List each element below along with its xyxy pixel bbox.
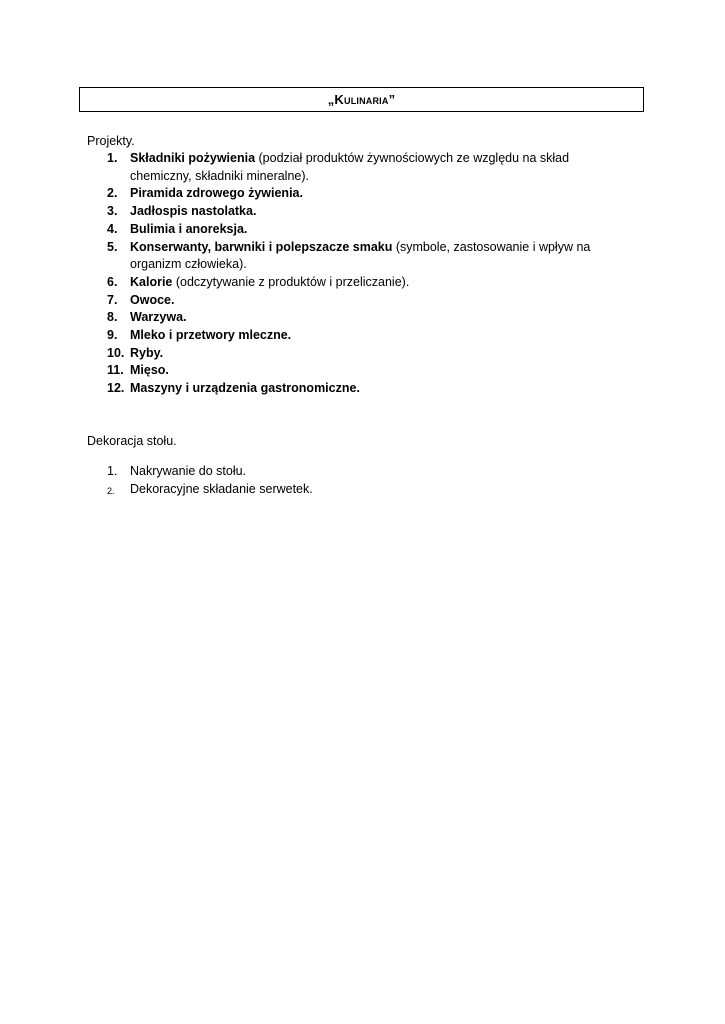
list-item-bold: Piramida zdrowego żywienia. [130,186,303,201]
list-item [87,239,647,274]
list-item-number: 7. [107,292,118,307]
list-item-bold: Ryby. [130,345,164,360]
list-item-bold: Bulimia i anoreksja. [130,221,248,236]
projects-label: Projekty. [87,134,135,148]
list-item-text: (odczytywanie z produktów i przeliczanie). [172,274,410,289]
list-item-bold: Warzywa. [130,310,187,325]
list-item [87,380,647,398]
list-item [87,327,647,345]
list-item-bold: Kalorie [130,274,173,289]
list-item-bold: Jadłospis nastolatka. [130,204,257,219]
list-item-bold: Mleko i przetwory mleczne. [130,328,292,343]
list-item-number: 5. [107,239,118,254]
list-item-number: 9. [107,328,118,343]
list-item [87,221,647,239]
list-item [87,362,647,380]
list-item-number: 12. [107,381,125,396]
list-item [87,309,647,327]
list-item-text: Dekoracyjne składanie serwetek. [130,481,313,496]
list-item [87,463,647,481]
list-item [87,150,647,185]
list-item-continuation: chemiczny, składniki mineralne). [130,168,309,183]
decoration-label: Dekoracja stołu. [87,434,177,448]
list-item-number: 4. [107,221,118,236]
list-item-text: Nakrywanie do stołu. [130,464,247,478]
list-item-number: 1. [107,151,118,165]
list-item-bold: Owoce. [130,292,175,307]
list-item-number: 1. [107,464,118,478]
list-item [87,185,647,203]
projects-list [87,150,647,398]
decoration-list [87,463,647,498]
list-item-text: (symbole, zastosowanie i wpływ na [392,239,591,254]
list-item-continuation: organizm człowieka). [130,257,247,272]
list-item-number: 2. [107,186,118,201]
list-item [87,481,647,499]
list-item [87,345,647,363]
list-item-number: 3. [107,204,118,219]
document-title: „Kulinaria” [327,92,396,107]
list-item [87,292,647,310]
list-item-number: 6. [107,274,118,289]
list-item-bold: Mięso. [130,363,169,378]
list-item-number: 8. [107,310,118,325]
list-item-number: 2. [107,485,115,496]
list-item [87,274,647,292]
list-item-bold: Składniki pożywienia [130,151,256,165]
list-item-number: 11. [107,363,124,378]
list-item-text: (podział produktów żywnościowych ze względu na skład [255,151,570,165]
list-item [87,203,647,221]
list-item-bold: Konserwanty, barwniki i polepszacze smaku [130,239,393,254]
title-box [79,87,644,112]
list-item-number: 10. [107,345,125,360]
list-item-bold: Maszyny i urządzenia gastronomiczne. [130,381,360,396]
